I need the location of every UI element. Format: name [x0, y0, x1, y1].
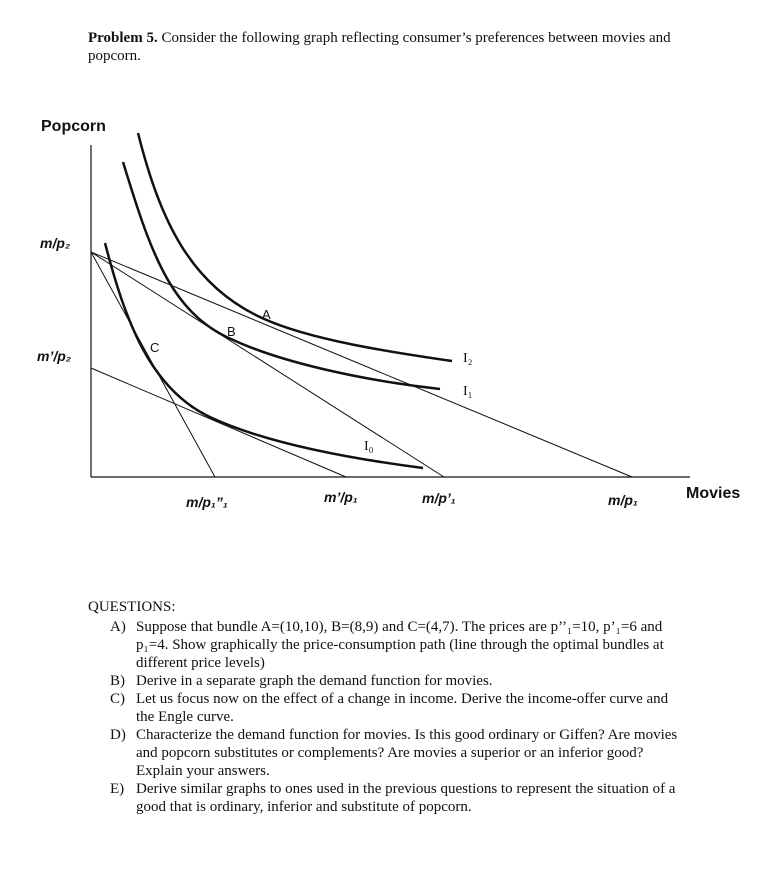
point-label-b: B: [227, 324, 236, 339]
y-tick-label: m’/p₂: [37, 348, 72, 364]
question-label: C): [110, 691, 125, 707]
question-text: Derive similar graphs to ones used in the previous questions to represent the situation of a good that is ordinary, inferior and substitute of popcorn.: [136, 781, 676, 815]
x-tick-label: m’/p₁: [324, 489, 358, 505]
problem-text: Consider the following graph reflecting consumer’s preferences between movies and popcorn.: [88, 30, 671, 64]
budget-line-income-shift: [91, 368, 346, 477]
question-item: [88, 690, 688, 726]
question-item: [88, 672, 688, 690]
question-label: D): [110, 727, 126, 743]
question-text: Let us focus now on the effect of a change in income. Derive the income-offer curve and the Engle curve.: [136, 691, 669, 725]
indifference-curve-i1: [123, 162, 440, 389]
question-label: B): [110, 673, 125, 689]
problem-number: Problem 5.: [88, 30, 158, 46]
question-text: Derive in a separate graph the demand function for movies.: [136, 673, 493, 689]
question-item: [88, 780, 688, 816]
question-text: Characterize the demand function for movies. Is this good ordinary or Giffen? Are movies and popcorn substitutes or complements? Are movies a superior or an inferior good? Explain your answers.: [136, 727, 678, 779]
indifference-curve-i2: [138, 133, 452, 361]
y-tick-label: m/p₂: [40, 235, 71, 251]
questions-section: [88, 598, 688, 816]
question-label: E): [110, 781, 125, 797]
point-label-c: C: [150, 340, 160, 355]
x-tick-label: m/p’₁: [422, 490, 456, 506]
curve-label-i2: I₂: [463, 351, 473, 366]
curve-label-i0: I₀: [364, 439, 374, 454]
x-axis-label: Movies: [686, 485, 741, 502]
point-label-a: A: [262, 307, 271, 322]
x-tick-label: m/p₁: [608, 492, 638, 508]
y-axis-label: Popcorn: [41, 118, 106, 135]
question-label: A): [110, 619, 126, 635]
question-text: Suppose that bundle A=(10,10), B=(8,9) and C=(4,7). The prices are p’’₁=10, p’₁=6 and p₁=4. Show graphically the price-consumption path (line through the optimal bundles at different price levels): [136, 619, 664, 671]
x-tick-label: m/p₁”₁: [186, 494, 228, 510]
curve-label-i1: I₁: [463, 384, 473, 399]
questions-title: QUESTIONS:: [88, 599, 176, 615]
question-item: [88, 726, 688, 780]
question-item: [88, 618, 688, 672]
indifference-curve-i0: [105, 243, 423, 468]
